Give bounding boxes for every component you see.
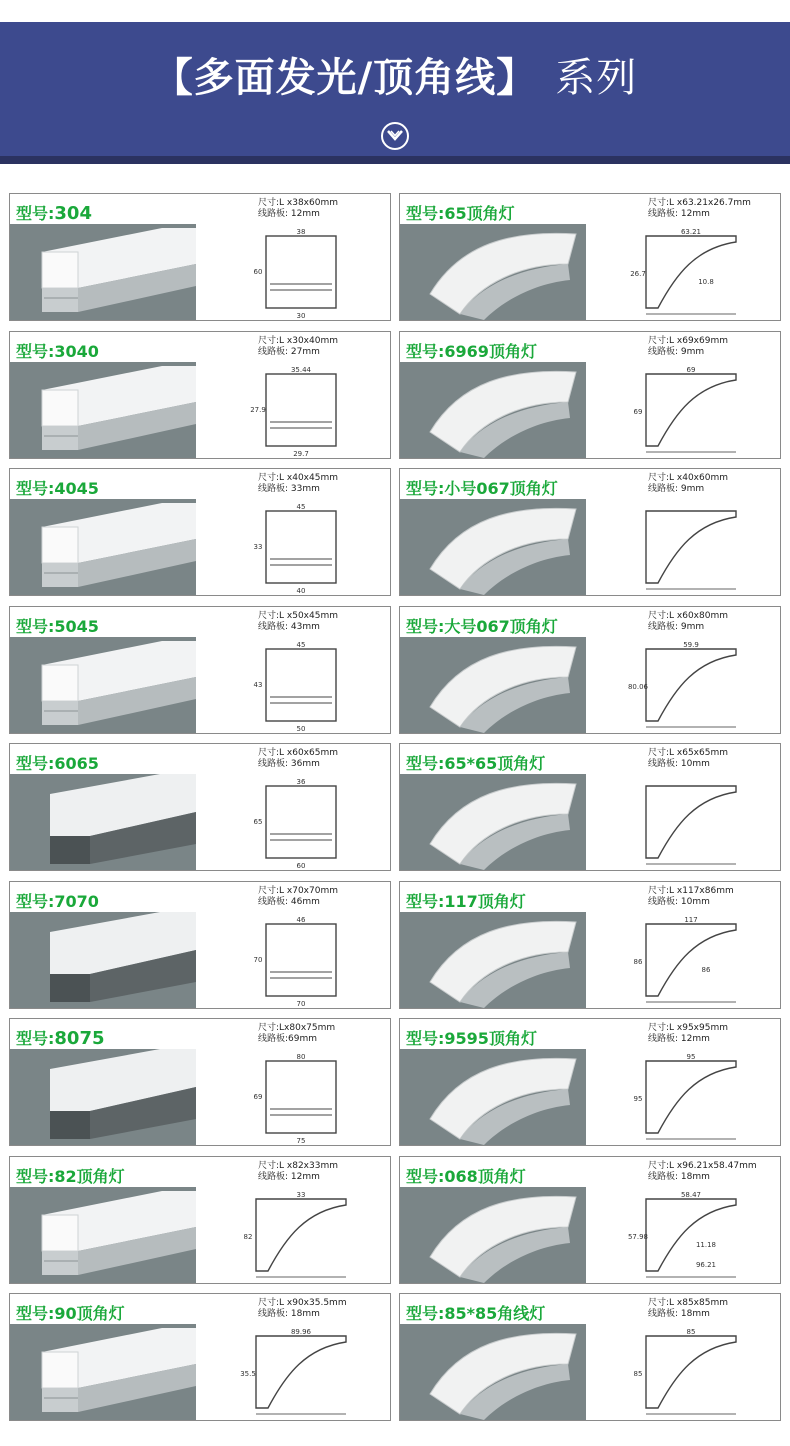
spec-text [258, 336, 338, 358]
product-photo [10, 1187, 196, 1284]
model-number: 小号067顶角灯 [444, 479, 558, 498]
profile-drawing [586, 362, 781, 459]
card-header [400, 882, 780, 912]
dimension-label: 36 [296, 778, 306, 786]
dimension-label: 70 [296, 999, 306, 1008]
model-number: 85*85角线灯 [444, 1304, 546, 1323]
model-label: 型号: [406, 204, 445, 223]
model-label: 型号: [406, 891, 445, 911]
model-number: 5045 [54, 616, 99, 636]
spec-board: 线路板: 10mm [648, 759, 710, 769]
spec-size: 尺寸:L x30x40mm [258, 335, 338, 346]
product-card[interactable] [9, 606, 391, 734]
dimension-label: 82 [243, 1232, 253, 1241]
spec-text [258, 1298, 347, 1320]
model-number: 大号067顶角灯 [444, 616, 558, 636]
model-number: 3040 [54, 341, 99, 361]
title-main: 【多面发光/顶角线】 [152, 55, 538, 101]
dimension-label: 26.7 [630, 270, 646, 278]
card-body [400, 1187, 780, 1284]
product-card[interactable] [9, 881, 391, 1009]
product-photo [400, 499, 586, 596]
spec-text [258, 748, 338, 770]
model-number: 304 [54, 203, 92, 224]
dimension-label: 95 [633, 1095, 643, 1103]
product-card[interactable] [9, 743, 391, 871]
model-label: 型号: [16, 341, 55, 361]
spec-text [258, 1023, 335, 1045]
card-body [10, 1049, 390, 1146]
product-card[interactable] [399, 881, 781, 1009]
model-number: 6969顶角灯 [444, 341, 537, 361]
card-header [10, 607, 390, 637]
model-label: 型号: [406, 479, 445, 498]
page-title [0, 54, 790, 102]
dimension-label: 75 [296, 1137, 306, 1145]
chevron-down-icon[interactable] [381, 122, 409, 150]
model-number: 8075 [54, 1028, 105, 1049]
model-name [16, 201, 92, 224]
model-name [406, 339, 537, 362]
dimension-label: 27.9 [250, 405, 266, 414]
model-number: 6065 [54, 754, 99, 773]
dimension-label: 30 [296, 312, 306, 320]
model-label: 型号: [406, 754, 445, 773]
card-body [400, 1049, 780, 1146]
spec-text [258, 886, 338, 908]
card-header [400, 194, 780, 224]
profile-drawing [586, 774, 781, 871]
spec-board: 线路板: 9mm [648, 346, 705, 357]
product-card[interactable] [9, 193, 391, 321]
spec-size: 尺寸:L x65x65mm [648, 748, 728, 758]
card-body [10, 1324, 390, 1421]
dimension-label: 80 [296, 1053, 306, 1061]
product-photo [400, 1049, 586, 1146]
profile-drawing [586, 912, 781, 1009]
spec-board: 线路板: 27mm [258, 346, 320, 357]
card-header [10, 332, 390, 362]
spec-text [648, 473, 728, 495]
product-card[interactable] [9, 1018, 391, 1146]
spec-board: 线路板: 10mm [648, 896, 710, 907]
spec-text [648, 336, 728, 358]
model-number: 4045 [54, 479, 99, 498]
dimension-label: 117 [684, 915, 698, 924]
dimension-label: 43 [253, 680, 263, 689]
card-body [10, 912, 390, 1009]
model-name [16, 1026, 105, 1049]
card-body [10, 774, 390, 871]
card-body [400, 224, 780, 321]
product-card[interactable] [399, 743, 781, 871]
spec-text [258, 611, 338, 633]
dimension-label: 60 [296, 862, 306, 870]
card-header [10, 1157, 390, 1187]
spec-size: 尺寸:L x95x95mm [648, 1023, 728, 1033]
spec-size: 尺寸:L x60x80mm [648, 610, 728, 621]
model-label: 型号: [16, 1029, 55, 1048]
model-name [406, 614, 558, 637]
model-number: 117顶角灯 [444, 891, 526, 911]
model-name [16, 751, 99, 774]
spec-text [648, 1161, 757, 1183]
product-photo [10, 637, 196, 734]
spec-board: 线路板: 12mm [648, 209, 710, 219]
product-photo [10, 1324, 196, 1421]
dimension-label: 85 [633, 1370, 643, 1378]
product-photo [400, 1187, 586, 1284]
product-photo [400, 1324, 586, 1421]
spec-board: 线路板: 33mm [258, 484, 320, 494]
dimension-label: 69 [686, 365, 696, 374]
card-header [400, 607, 780, 637]
product-card[interactable] [9, 468, 391, 596]
title-suffix: 系列 [555, 55, 638, 101]
profile-drawing [196, 1324, 391, 1421]
card-body [400, 774, 780, 871]
dimension-label: 96.21 [695, 1260, 717, 1269]
card-body [10, 362, 390, 459]
spec-size: 尺寸:L x70x70mm [258, 885, 338, 896]
spec-board: 线路板: 18mm [648, 1309, 710, 1319]
dimension-label: 63.21 [680, 228, 702, 236]
dimension-label: 69 [633, 407, 643, 416]
dimension-label: 60 [253, 268, 263, 276]
model-name [16, 476, 99, 499]
model-name [16, 339, 99, 362]
product-photo [10, 1049, 196, 1146]
product-photo [400, 774, 586, 871]
spec-board: 线路板: 36mm [258, 759, 320, 769]
product-card[interactable] [399, 1293, 781, 1421]
spec-size: 尺寸:Lx80x75mm [258, 1023, 336, 1033]
spec-text [258, 198, 338, 220]
model-label: 型号: [16, 754, 55, 773]
dimension-label: 33 [253, 543, 263, 551]
product-card[interactable] [9, 1156, 391, 1284]
profile-drawing [196, 224, 391, 321]
model-name [406, 1026, 537, 1049]
dimension-label: 50 [296, 724, 306, 733]
profile-drawing [196, 912, 391, 1009]
model-number: 90顶角灯 [54, 1304, 125, 1323]
spec-size: 尺寸:L x50x45mm [258, 610, 338, 621]
profile-drawing [196, 1049, 391, 1146]
dimension-label: 65 [253, 818, 263, 826]
dimension-label: 89.96 [290, 1328, 312, 1336]
card-body [400, 1324, 780, 1421]
dimension-label: 46 [296, 915, 306, 924]
product-photo [10, 224, 196, 321]
profile-drawing [586, 637, 781, 734]
dimension-label: 57.98 [627, 1232, 649, 1241]
card-header [10, 1019, 390, 1049]
dimension-label: 85 [686, 1328, 696, 1336]
profile-drawing [196, 1187, 391, 1284]
model-number: 9595顶角灯 [444, 1029, 537, 1048]
model-label: 型号: [16, 616, 55, 636]
spec-board: 线路板: 12mm [648, 1034, 710, 1044]
product-card[interactable] [9, 331, 391, 459]
model-name [16, 614, 99, 637]
card-header [10, 469, 390, 499]
spec-board: 线路板: 18mm [648, 1171, 710, 1182]
model-number: 65*65顶角灯 [444, 754, 546, 773]
product-photo [400, 224, 586, 321]
spec-board: 线路板:69mm [258, 1034, 318, 1044]
spec-text [258, 1161, 338, 1183]
card-body [400, 499, 780, 596]
model-number: 7070 [54, 891, 99, 911]
dimension-label: 59.9 [683, 640, 699, 649]
model-label: 型号: [16, 1304, 55, 1323]
profile-drawing [586, 499, 781, 596]
dimension-label: 29.7 [293, 449, 309, 458]
profile-drawing [196, 499, 391, 596]
product-card[interactable] [399, 1156, 781, 1284]
spec-board: 线路板: 9mm [648, 484, 705, 494]
card-header [400, 744, 780, 774]
model-name [406, 1164, 526, 1187]
spec-text [648, 1298, 728, 1320]
dimension-label: 45 [296, 640, 306, 649]
product-card[interactable] [399, 1018, 781, 1146]
spec-size: 尺寸:L x85x85mm [648, 1298, 728, 1308]
header-stripe [0, 156, 790, 164]
card-body [10, 499, 390, 596]
profile-drawing [586, 1324, 781, 1421]
spec-board: 线路板: 46mm [258, 896, 320, 907]
card-header [10, 882, 390, 912]
spec-size: 尺寸:L x40x60mm [648, 473, 728, 483]
spec-size: 尺寸:L x40x45mm [258, 473, 338, 483]
spec-size: 尺寸:L x82x33mm [258, 1160, 338, 1171]
spec-size: 尺寸:L x90x35.5mm [258, 1298, 347, 1308]
dimension-label: 35.5 [240, 1370, 256, 1378]
product-photo [10, 774, 196, 871]
product-photo [10, 362, 196, 459]
product-card[interactable] [399, 606, 781, 734]
dimension-label: 58.47 [680, 1190, 702, 1199]
dimension-label: 69 [253, 1093, 263, 1101]
profile-drawing [196, 637, 391, 734]
card-header [400, 469, 780, 499]
spec-board: 线路板: 18mm [258, 1309, 320, 1319]
spec-size: 尺寸:L x117x86mm [648, 885, 734, 896]
model-label: 型号: [16, 1166, 55, 1186]
model-name [406, 1301, 545, 1324]
profile-drawing [196, 362, 391, 459]
model-number: 068顶角灯 [444, 1166, 526, 1186]
profile-drawing [586, 1049, 781, 1146]
spec-board: 线路板: 12mm [258, 1171, 320, 1182]
spec-size: 尺寸:L x69x69mm [648, 335, 728, 346]
spec-board: 线路板: 12mm [258, 209, 320, 219]
spec-size: 尺寸:L x38x60mm [258, 198, 338, 208]
spec-size: 尺寸:L x63.21x26.7mm [648, 198, 751, 208]
product-photo [10, 499, 196, 596]
dimension-label: 11.18 [695, 1240, 717, 1249]
dimension-label: 95 [686, 1053, 696, 1061]
card-header [400, 1157, 780, 1187]
model-label: 型号: [406, 1166, 445, 1186]
card-header [10, 744, 390, 774]
model-name [16, 889, 99, 912]
model-label: 型号: [406, 616, 445, 636]
dimension-label: 45 [296, 503, 306, 511]
model-name [16, 1301, 125, 1324]
product-photo [400, 912, 586, 1009]
dimension-label: 38 [296, 228, 306, 236]
model-name [406, 201, 515, 224]
card-header [400, 332, 780, 362]
card-body [400, 362, 780, 459]
dimension-label: 35.44 [290, 365, 312, 374]
spec-text [648, 748, 728, 770]
dimension-label: 86 [701, 965, 711, 974]
card-body [400, 912, 780, 1009]
model-number: 65顶角灯 [444, 204, 515, 223]
spec-size: 尺寸:L x60x65mm [258, 748, 338, 758]
dimension-label: 33 [296, 1190, 306, 1199]
product-card[interactable] [399, 193, 781, 321]
product-card[interactable] [399, 468, 781, 596]
product-photo [400, 637, 586, 734]
product-card[interactable] [399, 331, 781, 459]
dimension-label: 40 [296, 587, 306, 595]
model-label: 型号: [406, 1029, 445, 1048]
model-name [406, 889, 526, 912]
card-header [10, 1294, 390, 1324]
product-photo [400, 362, 586, 459]
spec-board: 线路板: 9mm [648, 621, 705, 632]
spec-text [648, 1023, 728, 1045]
profile-drawing [586, 224, 781, 321]
model-label: 型号: [406, 1304, 445, 1323]
card-header [10, 194, 390, 224]
profile-drawing [586, 1187, 781, 1284]
model-name [16, 1164, 125, 1187]
model-label: 型号: [16, 479, 55, 498]
model-label: 型号: [16, 891, 55, 911]
spec-text [648, 611, 728, 633]
spec-board: 线路板: 43mm [258, 621, 320, 632]
spec-size: 尺寸:L x96.21x58.47mm [648, 1160, 757, 1171]
card-header [400, 1019, 780, 1049]
card-header [400, 1294, 780, 1324]
card-body [400, 637, 780, 734]
card-body [10, 224, 390, 321]
model-label: 型号: [16, 204, 55, 223]
dimension-label: 70 [253, 955, 263, 964]
dimension-label: 80.06 [627, 682, 649, 691]
model-number: 82顶角灯 [54, 1166, 125, 1186]
model-label: 型号: [406, 341, 445, 361]
dimension-label: 10.8 [698, 278, 714, 286]
product-grid [9, 193, 781, 1415]
card-body [10, 1187, 390, 1284]
spec-text [648, 886, 734, 908]
product-photo [10, 912, 196, 1009]
spec-text [258, 473, 338, 495]
dimension-label: 86 [633, 957, 643, 966]
model-name [406, 751, 545, 774]
spec-text [648, 198, 751, 220]
model-name [406, 476, 558, 499]
profile-drawing [196, 774, 391, 871]
product-card[interactable] [9, 1293, 391, 1421]
card-body [10, 637, 390, 734]
